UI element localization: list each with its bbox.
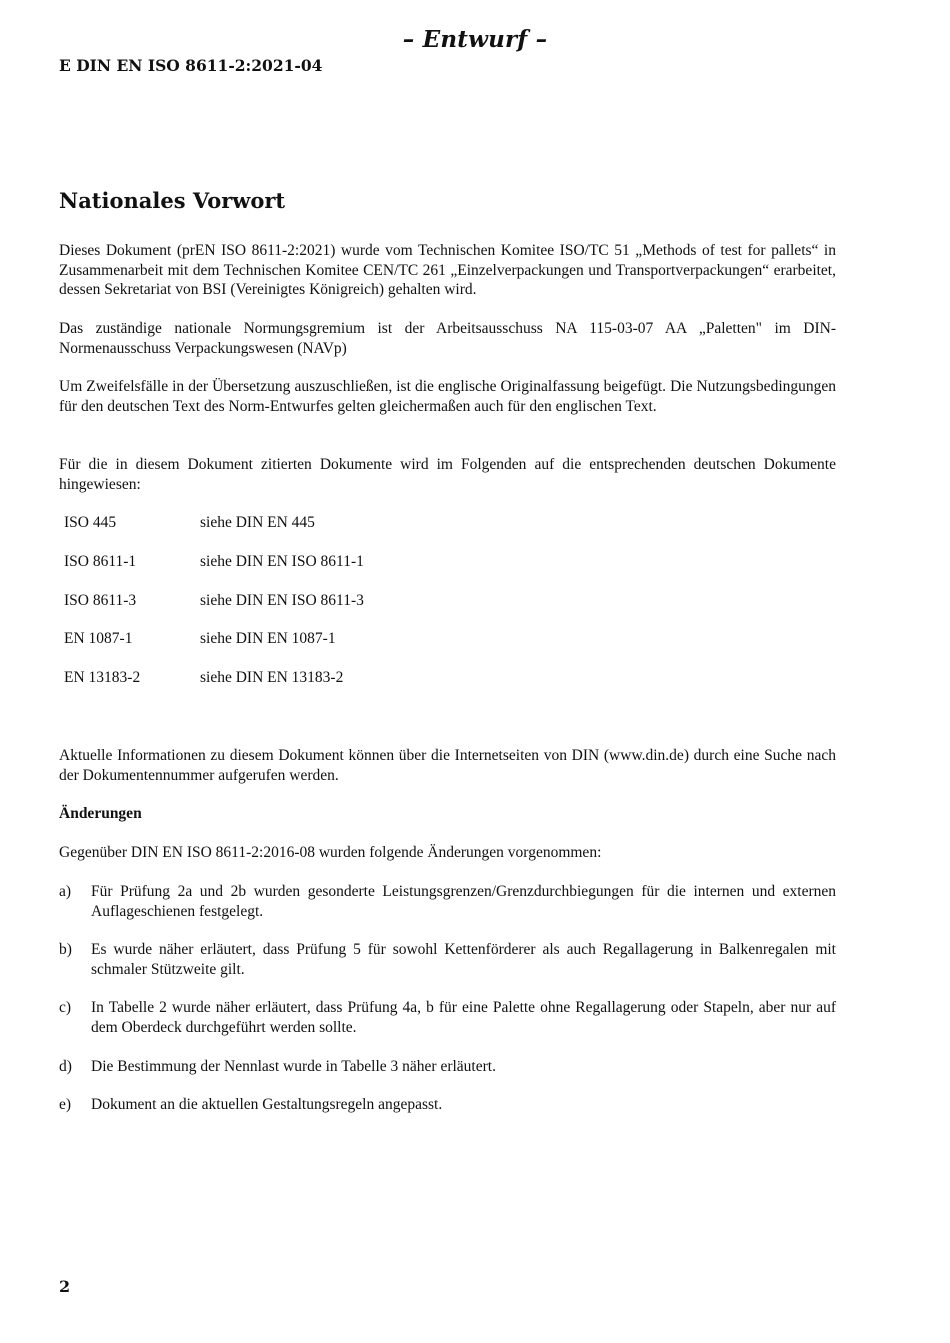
paragraph-din-info: Aktuelle Informationen zu diesem Dokument können über die Internetseiten von DIN (www.din.de) durch eine Suche nach der Dokumentennummer aufgerufen werden.	[59, 747, 836, 784]
list-marker: a)	[59, 883, 72, 900]
change-item	[59, 940, 836, 979]
reference-code: ISO 445	[64, 514, 117, 531]
changes-heading: Änderungen	[59, 805, 142, 822]
list-marker: b)	[59, 941, 72, 958]
reference-target: siehe DIN EN ISO 8611-3	[200, 592, 364, 609]
draft-label: – Entwurf –	[402, 26, 548, 53]
reference-code: ISO 8611-3	[64, 592, 137, 609]
change-text: Die Bestimmung der Nennlast wurde in Tabelle 3 näher erläutert.	[91, 1058, 496, 1075]
change-text: Es wurde näher erläutert, dass Prüfung 5 für sowohl Kettenförderer als auch Regallagerung in Balkenregalen mit schmaler Stützweite gilt.	[91, 941, 836, 978]
document-id: E DIN EN ISO 8611-2:2021-04	[59, 56, 323, 75]
reference-code: EN 13183-2	[64, 669, 141, 686]
change-item	[59, 882, 836, 921]
change-item	[59, 1095, 836, 1115]
page-title: Nationales Vorwort	[59, 188, 286, 213]
reference-code: ISO 8611-1	[64, 553, 137, 570]
reference-target: siehe DIN EN 1087-1	[200, 630, 336, 647]
paragraph-references-intro: Für die in diesem Dokument zitierten Dokumente wird im Folgenden auf die entsprechenden deutschen Dokumente hingewiesen:	[59, 456, 836, 493]
reference-target: siehe DIN EN 445	[200, 514, 315, 531]
paragraph-national-body: Das zuständige nationale Normungsgremium ist der Arbeitsausschuss NA 115-03-07 AA „Paletten" im DIN-Normenausschuss Verpackungswesen (NAVp)	[59, 320, 836, 357]
list-marker: c)	[59, 999, 72, 1016]
list-marker: d)	[59, 1058, 72, 1075]
reference-code: EN 1087-1	[64, 630, 133, 647]
paragraph-translation: Um Zweifelsfälle in der Übersetzung auszuschließen, ist die englische Originalfassung beigefügt. Die Nutzungsbedingungen für den deutschen Text des Norm-Entwurfes gelten gleichermaßen auch für den englischen Text.	[59, 378, 836, 415]
changes-intro: Gegenüber DIN EN ISO 8611-2:2016-08 wurden folgende Änderungen vorgenommen:	[59, 844, 602, 861]
page-number: 2	[59, 1277, 71, 1296]
change-text: Dokument an die aktuellen Gestaltungsregeln angepasst.	[91, 1096, 443, 1113]
change-item	[59, 1057, 836, 1077]
paragraph-committee: Dieses Dokument (prEN ISO 8611-2:2021) wurde vom Technischen Komitee ISO/TC 51 „Methods of test for pallets“ in Zusammenarbeit mit dem Technischen Komitee CEN/TC 261 „Einzelverpackungen und Transportverpackungen“ erarbeitet, dessen Sekretariat von BSI (Vereinigtes Königreich) gehalten wird.	[59, 242, 836, 298]
change-text: Für Prüfung 2a und 2b wurden gesonderte Leistungsgrenzen/Grenzdurchbiegungen für die internen und externen Auflageschienen festgelegt.	[91, 883, 836, 920]
reference-target: siehe DIN EN 13183-2	[200, 669, 344, 686]
list-marker: e)	[59, 1096, 72, 1113]
change-text: In Tabelle 2 wurde näher erläutert, dass Prüfung 4a, b für eine Palette ohne Regallagerung oder Stapeln, aber nur auf dem Oberdeck durchgeführt werden sollte.	[91, 999, 836, 1036]
reference-target: siehe DIN EN ISO 8611-1	[200, 553, 364, 570]
change-item	[59, 998, 836, 1037]
